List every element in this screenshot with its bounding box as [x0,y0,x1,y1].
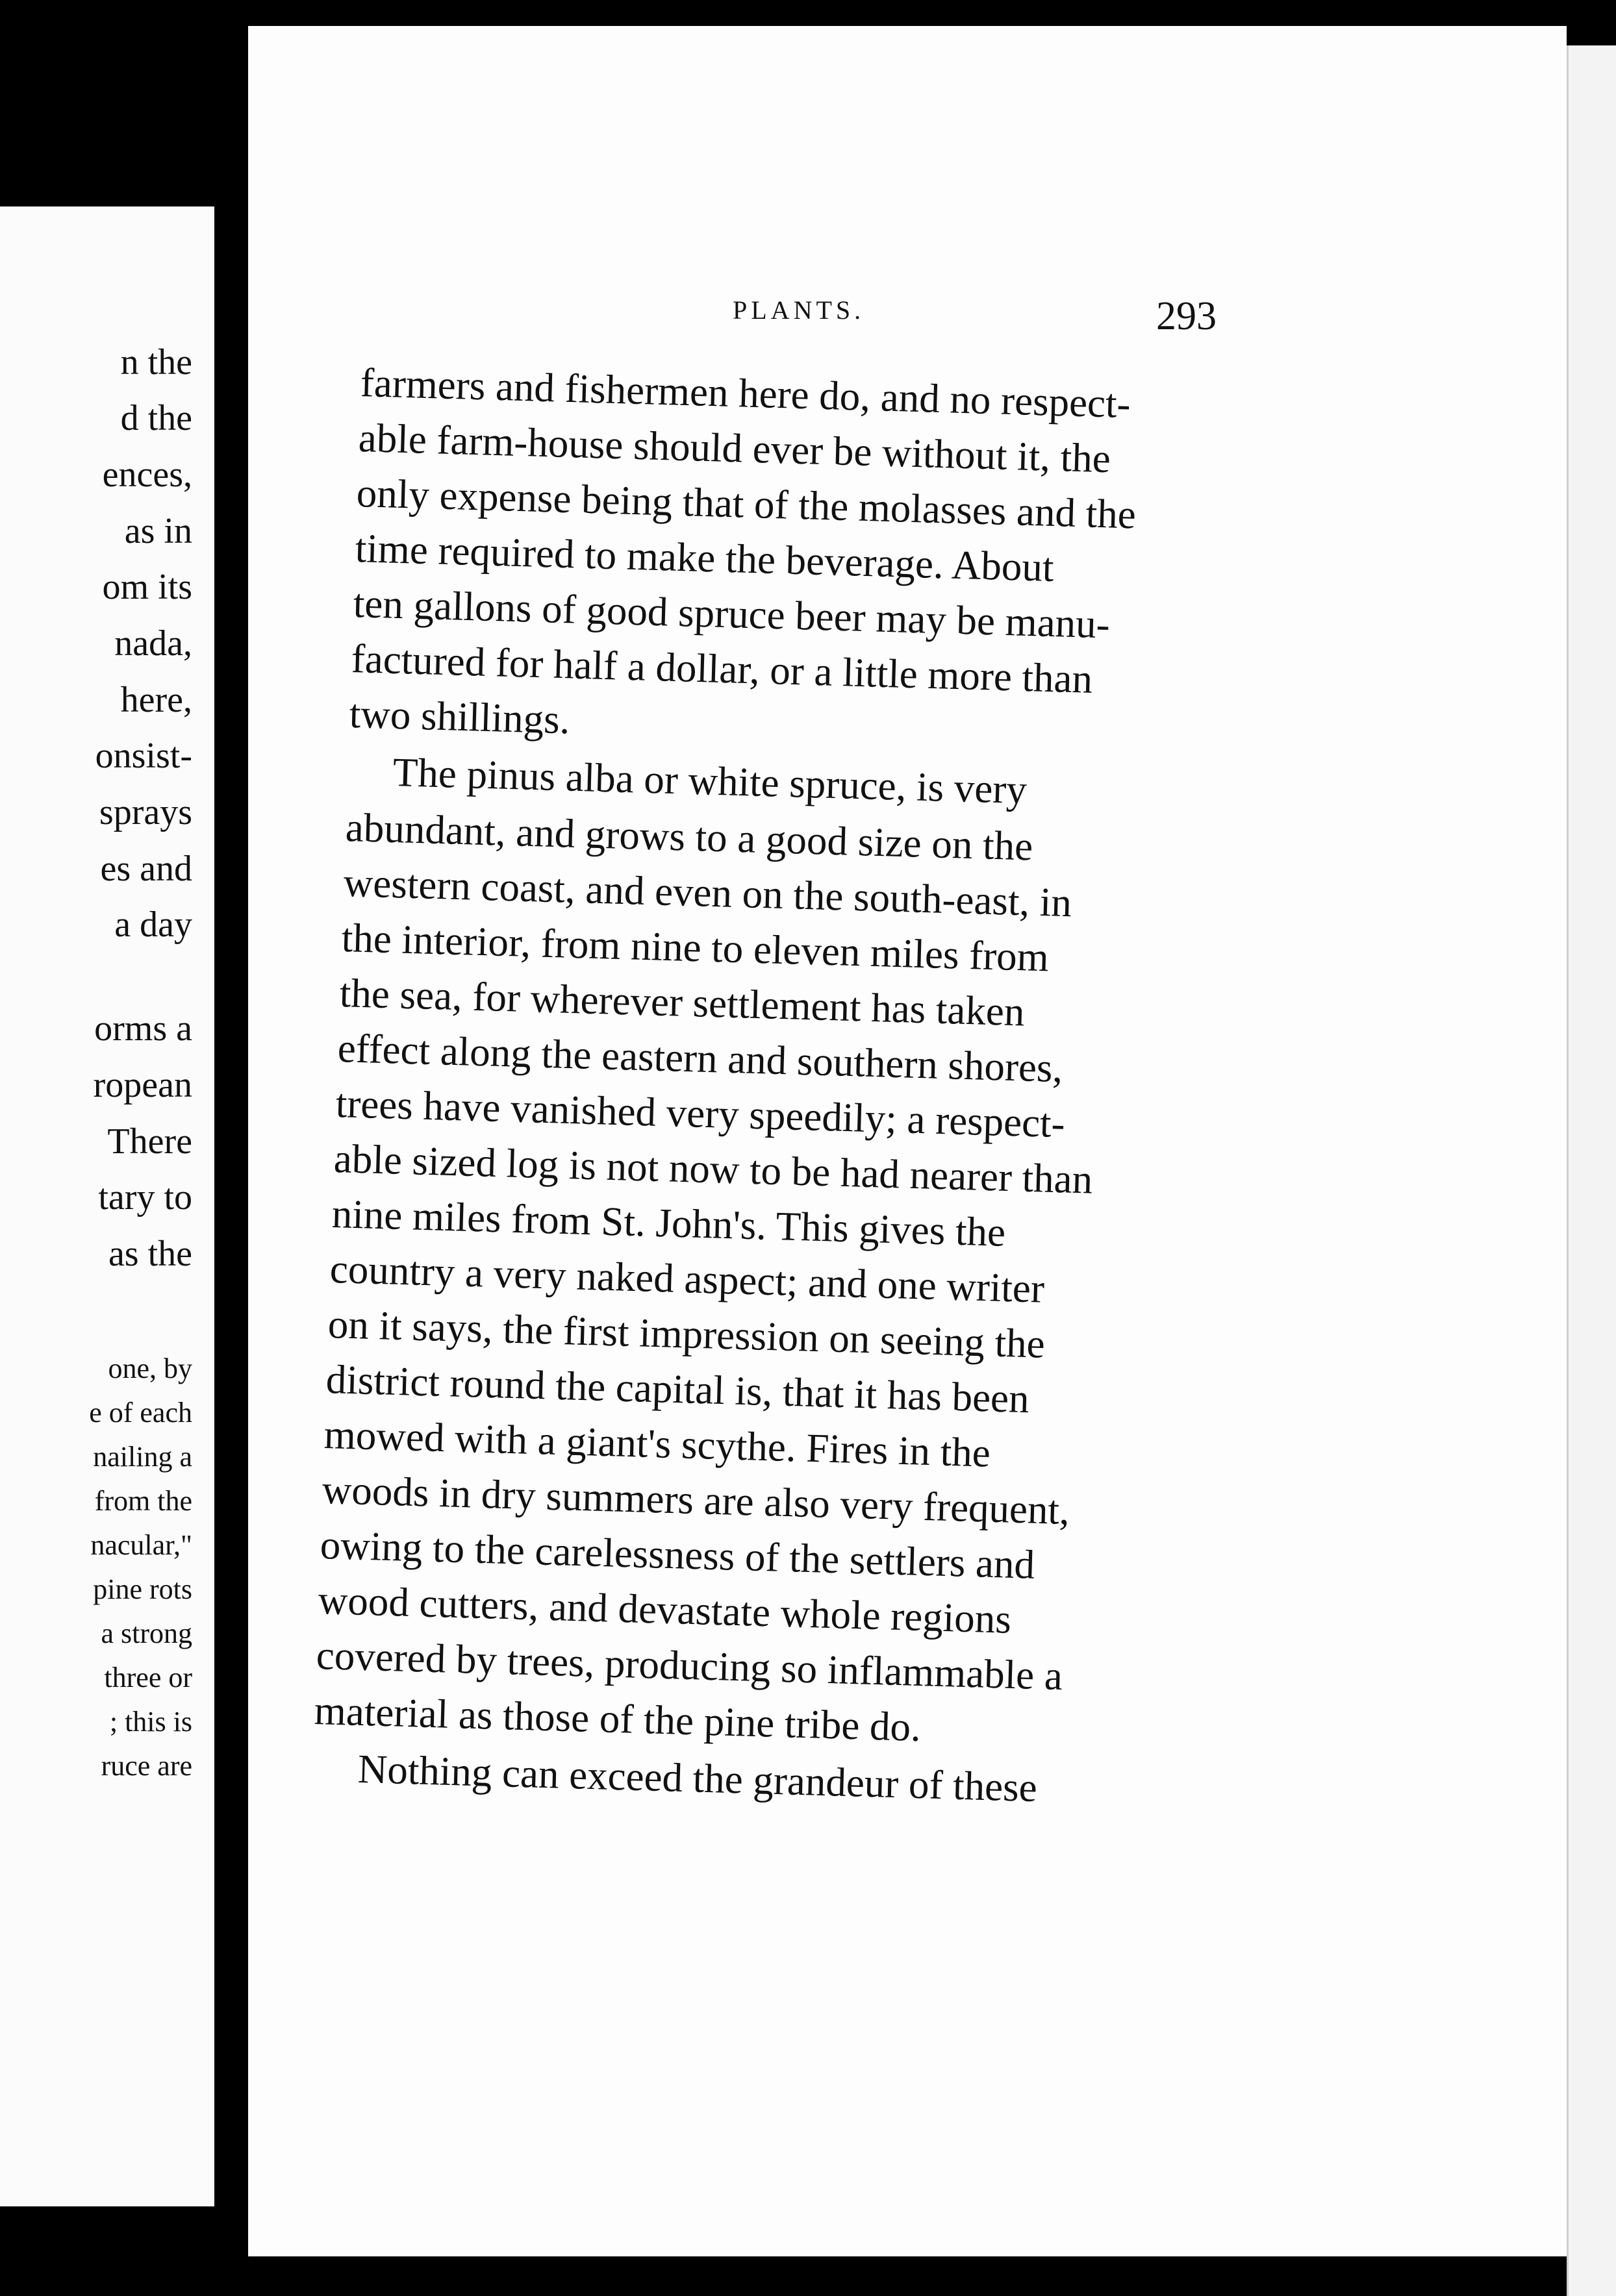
text-line: country a very naked aspect; and one writer [329,1246,1045,1312]
page-edge [1567,45,1616,2296]
text-line: on it says, the first impression on seeing the [327,1301,1046,1367]
facing-page-note-line: ; this is [109,1706,192,1738]
paragraph-first-line: Nothing can exceed the grandeur of these [357,1746,1038,1811]
text-line: nine miles from St. John's. This gives the [331,1191,1007,1255]
text-line: able farm-house should ever be without it, the [358,415,1111,482]
facing-page-line: sprays [99,792,192,832]
facing-page-note-line: a strong [101,1617,192,1649]
facing-page-line: ropean [93,1065,192,1105]
text-line: mowed with a giant's scythe. Fires in the [323,1412,991,1476]
facing-page-note-line: one, by [108,1353,192,1384]
text-line: time required to make the beverage. About [355,525,1055,591]
text-line: only expense being that of the molasses and the [356,470,1137,538]
text-line: woods in dry summers are also very frequent, [322,1467,1070,1534]
facing-page-note-line: e of each [89,1397,192,1429]
text-line: material as those of the pine tribe do. [314,1688,922,1751]
facing-page-note-line: nacular," [90,1529,192,1561]
text-line: western coast, and even on the south-east, in [343,860,1072,926]
running-head: PLANTS. [733,295,865,325]
text-line: trees have vanished very speedily; a respect- [335,1080,1066,1147]
facing-page-line: as in [124,511,192,551]
facing-page-line: d the [120,398,192,438]
facing-page-line: as the [108,1234,192,1274]
text-line: two shillings. [349,691,571,743]
facing-page-note-line: nailing a [93,1441,192,1473]
facing-page-note-line: from the [94,1485,192,1517]
text-line: wood cutters, and devastate whole regions [318,1577,1012,1642]
facing-page-line: here, [120,680,192,720]
text-line: the interior, from nine to eleven miles from [341,915,1050,980]
facing-page-note-line: ruce are [101,1750,192,1782]
facing-page-line: onsist- [95,736,192,776]
facing-page-line: n the [120,342,192,382]
text-line: factured for half a dollar, or a little more than [351,636,1094,702]
facing-page [0,206,214,2206]
facing-page-note-line: three or [104,1662,192,1693]
text-line: ten gallons of good spruce beer may be manu- [353,580,1111,647]
facing-page-line: es and [100,849,192,889]
paragraph-first-line: The pinus alba or white spruce, is very [392,749,1028,813]
text-line: covered by trees, producing so inflammable a [316,1632,1063,1699]
facing-page-line: tary to [98,1177,192,1217]
facing-page-line: om its [102,567,192,607]
text-line: effect along the eastern and southern shores, [337,1025,1064,1092]
text-line: able sized log is not now to be had nearer than [333,1136,1094,1203]
text-line: owing to the carelessness of the settlers and [320,1522,1036,1588]
facing-page-line: nada, [114,623,192,664]
page-number: 293 [1156,294,1217,338]
book-gutter [214,0,247,2296]
facing-page-line: orms a [94,1008,192,1049]
facing-page-line: There [107,1121,192,1162]
text-line: the sea, for wherever settlement has taken [339,970,1026,1035]
text-line: abundant, and grows to a good size on the [345,805,1034,869]
facing-page-note-line: pine rots [93,1573,192,1605]
facing-page-line: a day [114,905,192,945]
text-line: district round the capital is, that it has been [325,1356,1030,1422]
text-line: farmers and fishermen here do, and no respect- [360,360,1131,427]
facing-page-line: ences, [102,455,192,495]
